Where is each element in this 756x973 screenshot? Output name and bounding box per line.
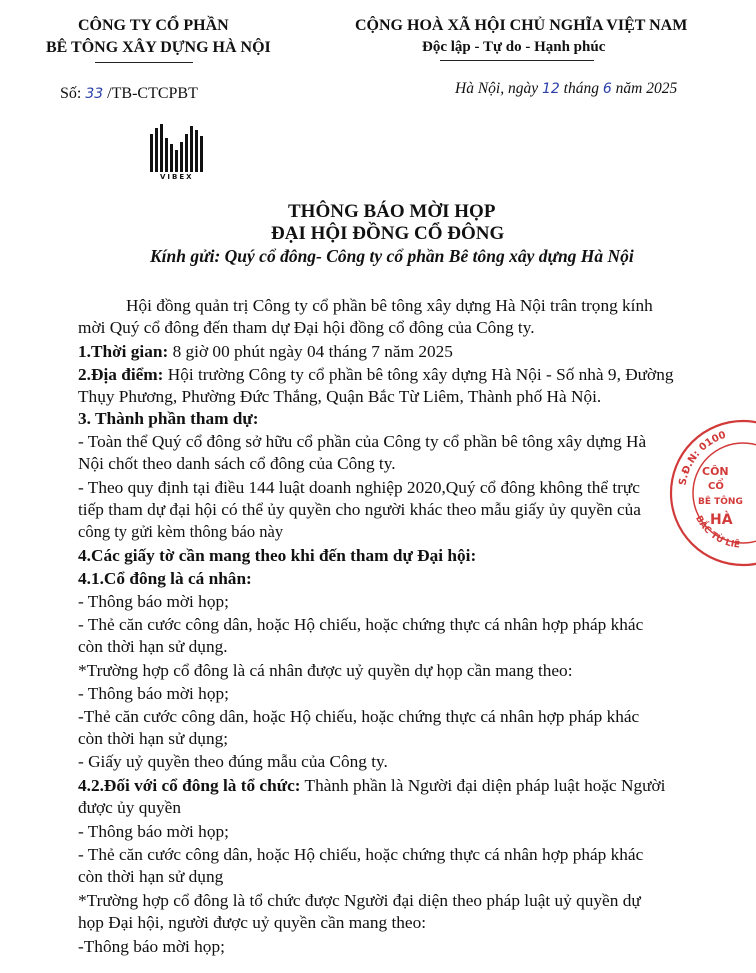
individual-proxy-item3: - Giấy uỷ quyền theo đúng mẫu của Công ty. (78, 752, 388, 771)
company-stamp-icon (668, 418, 756, 568)
individual-item2-line2: còn thời hạn sử dụng. (78, 637, 228, 656)
stamp-ring-text: S.Đ.N: 0100 (677, 429, 728, 487)
stamp-line2: CỔ (708, 481, 724, 492)
company-underline (95, 62, 193, 63)
organization-proxy-line2: họp Đại hội, người được uỷ quyền cần mang theo: (78, 913, 427, 932)
date-day-handwritten: 12 (541, 81, 560, 97)
participants-item1-line1: - Toàn thể Quý cổ đông sở hữu cổ phần của Công ty cổ phần bê tông xây dựng Hà (78, 432, 647, 451)
meeting-place: 2.Địa điểm: Hội trường Công ty cổ phần bê tông xây dựng Hà Nội - Số nhà 9, Đường (78, 365, 674, 384)
document-number: Số: 33 /TB-CTCPBT (60, 85, 198, 102)
organization-proxy-item1: -Thông báo mời họp; (78, 937, 225, 956)
participants-item2-line2: tiếp tham dự đại hội có thể ủy quyền cho người khác theo mẫu giấy ủy quyền của (78, 500, 641, 519)
individual-heading: 4.1.Cổ đông là cá nhân: (78, 569, 252, 588)
meeting-place-line2: Thụy Phương, Phường Đức Thắng, Quận Bắc Từ Liêm, Thành phố Hà Nội. (78, 387, 602, 406)
individual-proxy-item1: - Thông báo mời họp; (78, 684, 229, 703)
recipient-line: Kính gửi: Quý cổ đông- Công ty cổ phần Bê tông xây dựng Hà Nội (150, 246, 634, 266)
organization-item1: - Thông báo mời họp; (78, 822, 229, 841)
company-name-line1: CÔNG TY CỔ PHẦN (78, 17, 229, 34)
individual-proxy-item2-line2: còn thời hạn sử dụng; (78, 729, 229, 748)
organization-heading: 4.2.Đối với cổ đông là tổ chức: Thành phần là Người đại diện pháp luật hoặc Người (78, 776, 666, 795)
meeting-time: 1.Thời gian: 8 giờ 00 phút ngày 04 tháng 7 năm 2025 (78, 342, 453, 361)
stamp-line1: CÔN (702, 465, 729, 478)
participants-item2-line3: công ty gửi kèm thông báo này (78, 522, 284, 541)
documents-heading: 4.Các giấy tờ cần mang theo khi đến tham dự Đại hội: (78, 546, 477, 565)
motto-underline (440, 60, 594, 61)
document-date: Hà Nội, ngày 12 tháng 6 năm 2025 (455, 80, 678, 97)
nation-title: CỘNG HOÀ XÃ HỘI CHỦ NGHĨA VIỆT NAM (355, 17, 688, 34)
intro-line2: mời Quý cổ đông đến tham dự Đại hội đồng cổ đông của Công ty. (78, 318, 535, 337)
organization-heading-line2: được ủy quyền (78, 798, 181, 817)
stamp-ring-bottom: BẮC TỪ LIÊ (693, 514, 741, 551)
organization-proxy-line1: *Trường hợp cổ đông là tổ chức được Người đại diện theo pháp luật uỷ quyền dự (78, 891, 641, 910)
individual-item1: - Thông báo mời họp; (78, 592, 229, 611)
participants-heading: 3. Thành phần tham dự: (78, 409, 259, 428)
vibex-logo (148, 122, 206, 182)
individual-proxy-heading: *Trường hợp cổ đông là cá nhân được uỷ quyền dự họp cần mang theo: (78, 661, 573, 680)
organization-item2-line2: còn thời hạn sử dụng (78, 867, 224, 886)
company-name-line2: BÊ TÔNG XÂY DỰNG HÀ NỘI (46, 39, 271, 56)
logo-text: VIBEX (160, 173, 194, 181)
stamp-line3: BÊ TÔNG (698, 497, 743, 507)
document-subtitle: ĐẠI HỘI ĐỒNG CỔ ĐÔNG (271, 223, 505, 244)
organization-item2-line1: - Thẻ căn cước công dân, hoặc Hộ chiếu, hoặc chứng thực cá nhân hợp pháp khác (78, 845, 644, 864)
company-stamp (668, 418, 756, 568)
nation-motto: Độc lập - Tự do - Hạnh phúc (422, 39, 606, 55)
participants-item1-line2: Nội chốt theo danh sách cổ đông của Công ty. (78, 454, 396, 473)
document-title: THÔNG BÁO MỜI HỌP (288, 201, 496, 222)
doc-number-handwritten: 33 (85, 86, 104, 102)
date-month-handwritten: 6 (602, 81, 612, 97)
individual-proxy-item2-line1: -Thẻ căn cước công dân, hoặc Hộ chiếu, hoặc chứng thực cá nhân hợp pháp khác (78, 707, 640, 726)
vibex-logo-icon (148, 122, 206, 174)
stamp-line4: HÀ (710, 512, 733, 528)
individual-item2-line1: - Thẻ căn cước công dân, hoặc Hộ chiếu, hoặc chứng thực cá nhân hợp pháp khác (78, 615, 644, 634)
participants-item2-line1: - Theo quy định tại điều 144 luật doanh nghiệp 2020,Quý cổ đông không thể trực (78, 478, 640, 497)
intro-line1: Hội đồng quản trị Công ty cổ phần bê tông xây dựng Hà Nội trân trọng kính (126, 296, 653, 315)
